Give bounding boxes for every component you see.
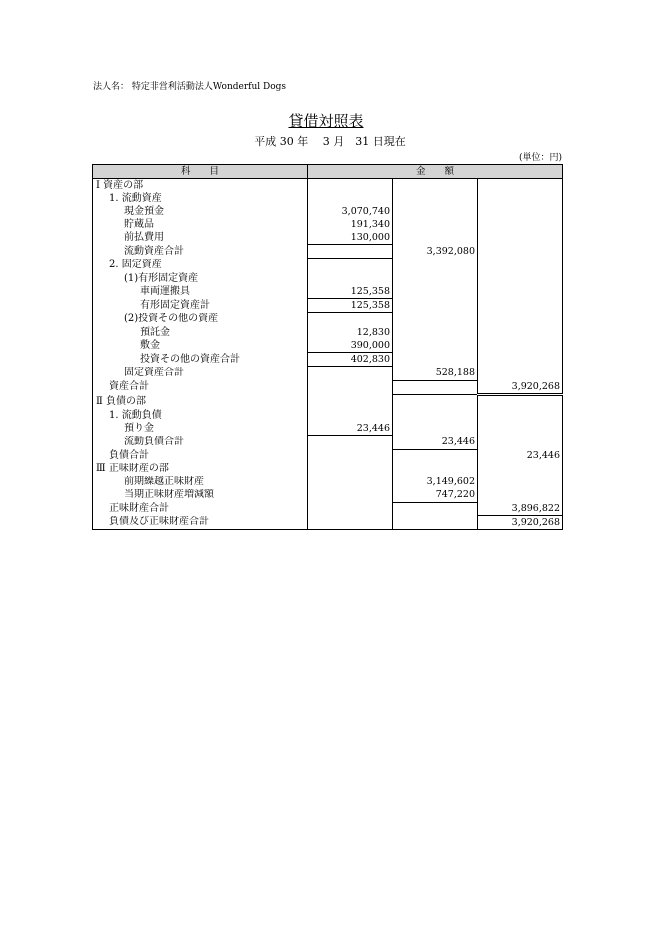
table-row xyxy=(93,339,563,353)
amount-col2 xyxy=(308,409,393,422)
account-label: Ⅰ 資産の部 xyxy=(93,179,308,193)
account-label: 投資その他の資産合計 xyxy=(93,353,308,367)
corporation-name: 特定非営利活動法人Wonderful Dogs xyxy=(131,82,287,92)
account-label: 2. 固定資産 xyxy=(93,259,308,273)
corporation-line xyxy=(93,81,286,93)
table-row xyxy=(93,367,563,381)
table-row xyxy=(93,245,563,259)
amount-col4 xyxy=(478,285,563,299)
amount-col4 xyxy=(478,436,563,450)
table-row xyxy=(93,516,563,530)
document-title-text: 貸借対照表 xyxy=(288,112,364,130)
amount-col2: 191,340 xyxy=(308,218,393,231)
header-amount: 金 額 xyxy=(308,165,563,179)
as-of-date: 平成 30 年 3 月 31 日現在 xyxy=(254,135,406,148)
account-label: 流動資産合計 xyxy=(93,245,308,259)
table-row xyxy=(93,436,563,450)
amount-col3 xyxy=(393,463,478,476)
table-row xyxy=(93,326,563,339)
amount-col3 xyxy=(393,218,478,231)
amount-col2: 390,000 xyxy=(308,339,393,353)
amount-col4: 23,446 xyxy=(478,449,563,463)
amount-col4 xyxy=(478,272,563,285)
balance-sheet-table xyxy=(92,164,563,530)
amount-col2 xyxy=(308,259,393,273)
amount-col3 xyxy=(393,205,478,218)
account-label: 負債合計 xyxy=(93,449,308,463)
table-row xyxy=(93,422,563,436)
amount-col2 xyxy=(308,272,393,285)
amount-col2 xyxy=(308,313,393,327)
amount-col4 xyxy=(478,179,563,193)
account-label: (2)投資その他の資産 xyxy=(93,313,308,327)
amount-col4 xyxy=(478,353,563,367)
amount-col3 xyxy=(393,516,478,530)
account-label: Ⅲ 正味財産の部 xyxy=(93,463,308,476)
table-row xyxy=(93,353,563,367)
account-label: 預り金 xyxy=(93,422,308,436)
amount-col2 xyxy=(308,463,393,476)
account-label: 1. 流動資産 xyxy=(93,192,308,205)
table-row xyxy=(93,179,563,193)
account-label: 敷金 xyxy=(93,339,308,353)
amount-col3 xyxy=(393,259,478,273)
document-title xyxy=(0,112,652,130)
amount-col2: 3,070,740 xyxy=(308,205,393,218)
table-row xyxy=(93,218,563,231)
amount-col4 xyxy=(478,205,563,218)
amount-col3 xyxy=(393,179,478,193)
amount-col4 xyxy=(478,313,563,327)
table-row xyxy=(93,285,563,299)
amount-col3 xyxy=(393,339,478,353)
corporation-label: 法人名： xyxy=(93,82,130,92)
amount-col2 xyxy=(308,436,393,450)
amount-col2: 12,830 xyxy=(308,326,393,339)
table-row xyxy=(93,463,563,476)
amount-col2 xyxy=(308,192,393,205)
account-label: 固定資産合計 xyxy=(93,367,308,381)
amount-col2 xyxy=(308,380,393,395)
amount-col4 xyxy=(478,259,563,273)
table-row xyxy=(93,489,563,503)
amount-col3 xyxy=(393,192,478,205)
amount-col2: 125,358 xyxy=(308,299,393,313)
account-label: 前払費用 xyxy=(93,231,308,245)
table-row xyxy=(93,476,563,489)
table-row xyxy=(93,192,563,205)
amount-col3: 3,392,080 xyxy=(393,245,478,259)
amount-col4 xyxy=(478,245,563,259)
table-row xyxy=(93,205,563,218)
account-label: 資産合計 xyxy=(93,380,308,395)
table-row xyxy=(93,449,563,463)
amount-col3 xyxy=(393,326,478,339)
amount-col4 xyxy=(478,463,563,476)
amount-col3 xyxy=(393,299,478,313)
amount-col4 xyxy=(478,422,563,436)
table-header-row xyxy=(93,165,563,179)
amount-col2: 23,446 xyxy=(308,422,393,436)
account-label: 預託金 xyxy=(93,326,308,339)
amount-col2: 130,000 xyxy=(308,231,393,245)
amount-col2 xyxy=(308,502,393,516)
unit-note: (単位：円) xyxy=(518,153,562,163)
amount-col3 xyxy=(393,449,478,463)
account-label: 有形固定資産計 xyxy=(93,299,308,313)
amount-col2: 402,830 xyxy=(308,353,393,367)
amount-col2 xyxy=(308,476,393,489)
amount-col4 xyxy=(478,339,563,353)
account-label: 前期繰越正味財産 xyxy=(93,476,308,489)
amount-col4 xyxy=(478,231,563,245)
amount-col4 xyxy=(478,326,563,339)
account-label: 正味財産合計 xyxy=(93,502,308,516)
amount-col2 xyxy=(308,179,393,193)
table-row xyxy=(93,259,563,273)
amount-col2 xyxy=(308,516,393,530)
account-label: 1. 流動負債 xyxy=(93,409,308,422)
amount-col3 xyxy=(393,395,478,410)
amount-col2 xyxy=(308,245,393,259)
amount-col4 xyxy=(478,395,563,410)
account-label: 車両運搬具 xyxy=(93,285,308,299)
table-row xyxy=(93,409,563,422)
amount-col3 xyxy=(393,272,478,285)
amount-col4 xyxy=(478,299,563,313)
amount-col3 xyxy=(393,422,478,436)
amount-col3 xyxy=(393,231,478,245)
amount-col3: 3,149,602 xyxy=(393,476,478,489)
amount-col2 xyxy=(308,489,393,503)
table-row xyxy=(93,380,563,395)
amount-col4 xyxy=(478,476,563,489)
amount-col3 xyxy=(393,502,478,516)
amount-col4 xyxy=(478,367,563,381)
amount-col2 xyxy=(308,395,393,410)
table-row xyxy=(93,231,563,245)
amount-col3 xyxy=(393,353,478,367)
account-label: 流動負債合計 xyxy=(93,436,308,450)
account-label: (1)有形固定資産 xyxy=(93,272,308,285)
amount-col4 xyxy=(478,192,563,205)
amount-col4: 3,920,268 xyxy=(478,380,563,395)
amount-col2 xyxy=(308,449,393,463)
amount-col3 xyxy=(393,285,478,299)
account-label: 負債及び正味財産合計 xyxy=(93,516,308,530)
amount-col3 xyxy=(393,409,478,422)
header-subject: 科 目 xyxy=(93,165,308,179)
table-row xyxy=(93,299,563,313)
amount-col4: 3,896,822 xyxy=(478,502,563,516)
amount-col4 xyxy=(478,218,563,231)
table-row xyxy=(93,313,563,327)
amount-col2: 125,358 xyxy=(308,285,393,299)
account-label: 貯蔵品 xyxy=(93,218,308,231)
amount-col3: 23,446 xyxy=(393,436,478,450)
amount-col4 xyxy=(478,409,563,422)
amount-col4: 3,920,268 xyxy=(478,516,563,530)
account-label: 現金預金 xyxy=(93,205,308,218)
account-label: 当期正味財産増減額 xyxy=(93,489,308,503)
table-row xyxy=(93,395,563,410)
amount-col4 xyxy=(478,489,563,503)
amount-col3: 747,220 xyxy=(393,489,478,503)
table-row xyxy=(93,272,563,285)
amount-col2 xyxy=(308,367,393,381)
amount-col3: 528,188 xyxy=(393,367,478,381)
table-row xyxy=(93,502,563,516)
account-label: Ⅱ 負債の部 xyxy=(93,395,308,410)
amount-col3 xyxy=(393,313,478,327)
amount-col3 xyxy=(393,380,478,395)
